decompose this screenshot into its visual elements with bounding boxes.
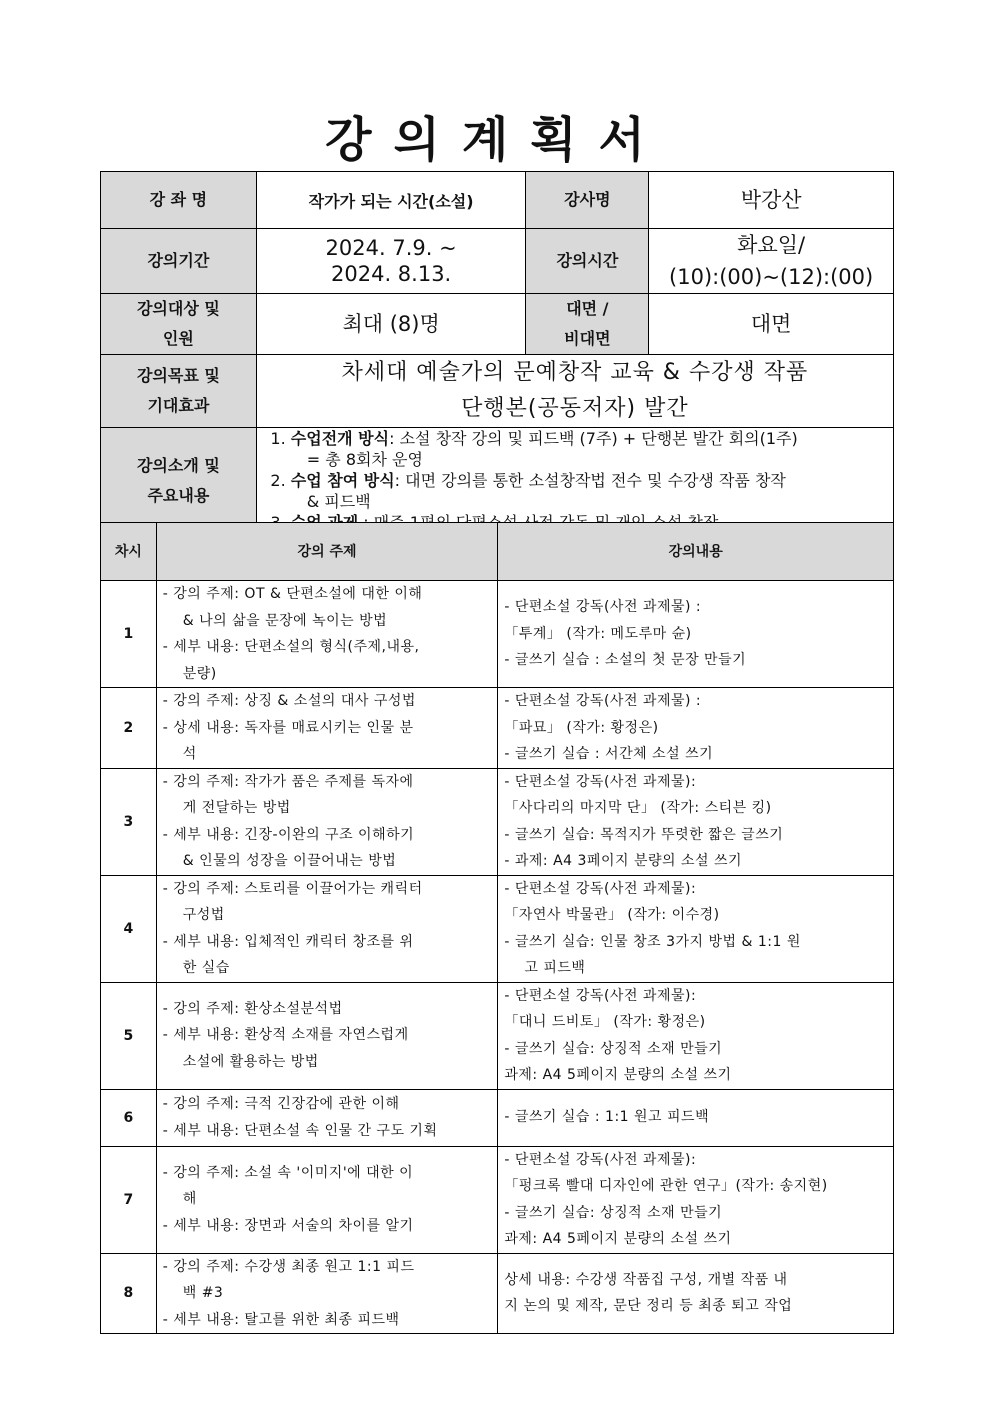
target-value: 최대 (8)명: [256, 294, 526, 355]
content-line: 과제: A4 5페이지 분량의 소설 쓰기: [504, 1067, 732, 1083]
content-line: - 글쓰기 실습 : 서간체 소설 쓰기: [504, 746, 714, 762]
content-line: - 단편소설 강독(사전 과제물) :: [504, 693, 702, 709]
session-topic: [156, 688, 498, 769]
session-number: 1: [101, 581, 157, 688]
topic-line: - 세부 내용: 긴장-이완의 구조 이해하기: [162, 826, 415, 843]
schedule-row: [101, 688, 894, 769]
content-line: 「사다리의 마지막 단」 (작가: 스티븐 킹): [504, 800, 772, 816]
time-range: (10):(00)~(12):(00): [669, 265, 874, 289]
session-topic: [156, 1146, 498, 1253]
content-line: - 단편소설 강독(사전 과제물):: [504, 773, 697, 790]
topic-line: - 세부 내용: 단편소설의 형식(주제,내용,: [162, 639, 420, 655]
session-topic: [156, 768, 498, 875]
schedule-row: [101, 1146, 894, 1253]
content-line: 지 논의 및 제작, 문단 정리 등 최종 퇴고 작업: [504, 1298, 793, 1315]
session-number: 3: [101, 768, 157, 875]
content-line: - 글쓰기 실습: 인물 창조 3가지 방법 & 1:1 원: [504, 933, 801, 950]
session-number: 4: [101, 875, 157, 982]
session-content: [498, 1253, 894, 1334]
topic-line: - 세부 내용: 탈고를 위한 최종 피드백: [162, 1311, 400, 1328]
goal-value: 차세대 예술가의 문예창작 교육 & 수강생 작품 단행본(공동저자) 발간: [256, 355, 893, 428]
mode-label: 대면 / 비대면: [526, 294, 649, 355]
mode-value: 대면: [649, 294, 894, 355]
content-line: 「자연사 박물관」 (작가: 이수경): [504, 907, 720, 923]
session-number: 8: [101, 1253, 157, 1334]
intro-content: [256, 428, 893, 534]
topic-line: 해: [182, 1191, 197, 1208]
content-line: 과제: A4 5페이지 분량의 소설 쓰기: [504, 1231, 732, 1247]
session-topic: [156, 1253, 498, 1334]
topic-line: 백 #3: [182, 1285, 224, 1301]
topic-line: - 세부 내용: 단편소설 속 인물 간 구도 기획: [162, 1122, 438, 1139]
content-line: 고 피드백: [524, 960, 586, 976]
topic-line: 분량): [182, 665, 217, 682]
topic-line: & 인물의 성장을 이끌어내는 방법: [182, 853, 397, 869]
period-value: [256, 229, 526, 294]
topic-line: - 세부 내용: 환상적 소재를 자연스럽게: [162, 1027, 409, 1044]
document-title: 강의계획서: [325, 112, 667, 168]
session-number: 5: [101, 982, 157, 1089]
topic-line: 한 실습: [182, 960, 230, 976]
instructor-label: 강사명: [526, 172, 649, 229]
topic-line: 구성법: [182, 907, 225, 923]
topic-line: - 강의 주제: 환상소설분석법: [162, 1000, 343, 1017]
topic-line: - 상세 내용: 독자를 매료시키는 인물 분: [162, 719, 414, 736]
intro-item: 1. 수업전개 방식: 소설 창작 강의 및 피드백 (7주) + 단행본 발간 회의(1주) = 총 8회차 운영: [291, 428, 885, 470]
course-info-table: [100, 171, 894, 534]
schedule-row: [101, 1089, 894, 1146]
content-line: 「대니 드비토」 (작가: 황정은): [504, 1014, 706, 1030]
session-number: 6: [101, 1089, 157, 1146]
schedule-row: [101, 875, 894, 982]
session-number: 7: [101, 1146, 157, 1253]
content-line: - 글쓰기 실습 : 1:1 원고 피드백: [504, 1109, 710, 1126]
course-name-value: 작가가 되는 시간(소설): [256, 172, 526, 229]
topic-line: - 세부 내용: 장면과 서술의 차이를 알기: [162, 1217, 414, 1234]
content-line: - 단편소설 강독(사전 과제물):: [504, 880, 697, 897]
content-line: - 단편소설 강독(사전 과제물):: [504, 987, 697, 1004]
schedule-row: [101, 581, 894, 688]
topic-line: - 강의 주제: 스토리를 이끌어가는 캐릭터: [162, 880, 423, 897]
topic-line: - 강의 주제: 소설 속 '이미지'에 대한 이: [162, 1164, 414, 1181]
course-name-label: 강 좌 명: [101, 172, 257, 229]
intro-label: 강의소개 및 주요내용: [101, 428, 257, 534]
target-label: 강의대상 및 인원: [101, 294, 257, 355]
content-line: - 과제: A4 3페이지 분량의 소설 쓰기: [504, 853, 743, 869]
content-column-header: 강의내용: [498, 523, 894, 581]
period-start: 2024. 7.9. ~: [325, 236, 457, 260]
session-content: [498, 688, 894, 769]
content-line: 상세 내용: 수강생 작품집 구성, 개별 작품 내: [504, 1271, 788, 1288]
session-column-header: 차시: [101, 523, 157, 581]
session-content: [498, 581, 894, 688]
instructor-value: 박강산: [649, 172, 894, 229]
content-line: - 글쓰기 실습: 상징적 소재 만들기: [504, 1204, 723, 1221]
time-value: [649, 229, 894, 294]
topic-line: 게 전달하는 방법: [182, 800, 291, 816]
session-topic: [156, 1089, 498, 1146]
session-topic: [156, 581, 498, 688]
schedule-row: [101, 768, 894, 875]
topic-line: & 나의 삶을 문장에 녹이는 방법: [182, 612, 388, 629]
topic-line: 소설에 활용하는 방법: [182, 1053, 319, 1070]
schedule-row: [101, 982, 894, 1089]
topic-line: - 강의 주제: 작가가 품은 주제를 독자에: [162, 773, 414, 790]
content-line: - 글쓰기 실습: 목적지가 뚜렷한 짧은 글쓰기: [504, 826, 784, 843]
topic-line: - 강의 주제: 수강생 최종 원고 1:1 피드: [162, 1258, 415, 1275]
content-line: - 단편소설 강독(사전 과제물):: [504, 1151, 697, 1168]
period-label: 강의기간: [101, 229, 257, 294]
content-line: 「투계」 (작가: 메도루마 슌): [504, 625, 692, 642]
topic-line: - 세부 내용: 입체적인 캐릭터 창조를 위: [162, 933, 414, 950]
session-topic: [156, 982, 498, 1089]
topic-line: - 강의 주제: 상징 & 소설의 대사 구성법: [162, 693, 416, 709]
session-content: [498, 768, 894, 875]
content-line: - 글쓰기 실습 : 소설의 첫 문장 만들기: [504, 652, 747, 669]
intro-item: 2. 수업 참여 방식: 대면 강의를 통한 소설창작법 전수 및 수강생 작품 창작 & 피드백: [291, 470, 885, 512]
session-content: [498, 1146, 894, 1253]
topic-line: 석: [182, 746, 197, 762]
session-content: [498, 1089, 894, 1146]
schedule-row: [101, 1253, 894, 1334]
session-topic: [156, 875, 498, 982]
topic-line: - 강의 주제: OT & 단편소설에 대한 이해: [162, 586, 423, 602]
time-day: 화요일/: [737, 233, 806, 257]
session-number: 2: [101, 688, 157, 769]
content-line: - 단편소설 강독(사전 과제물) :: [504, 599, 702, 616]
goal-label: 강의목표 및 기대효과: [101, 355, 257, 428]
topic-line: - 강의 주제: 극적 긴장감에 관한 이해: [162, 1096, 400, 1112]
content-line: 「파묘」 (작가: 황정은): [504, 719, 659, 736]
content-line: 「펑크록 빨대 디자인에 관한 연구」(작가: 송지현): [504, 1178, 828, 1194]
period-end: 2024. 8.13.: [331, 262, 452, 286]
session-content: [498, 982, 894, 1089]
time-label: 강의시간: [526, 229, 649, 294]
content-line: - 글쓰기 실습: 상징적 소재 만들기: [504, 1040, 723, 1057]
session-content: [498, 875, 894, 982]
topic-column-header: 강의 주제: [156, 523, 498, 581]
schedule-table: [100, 522, 894, 1334]
